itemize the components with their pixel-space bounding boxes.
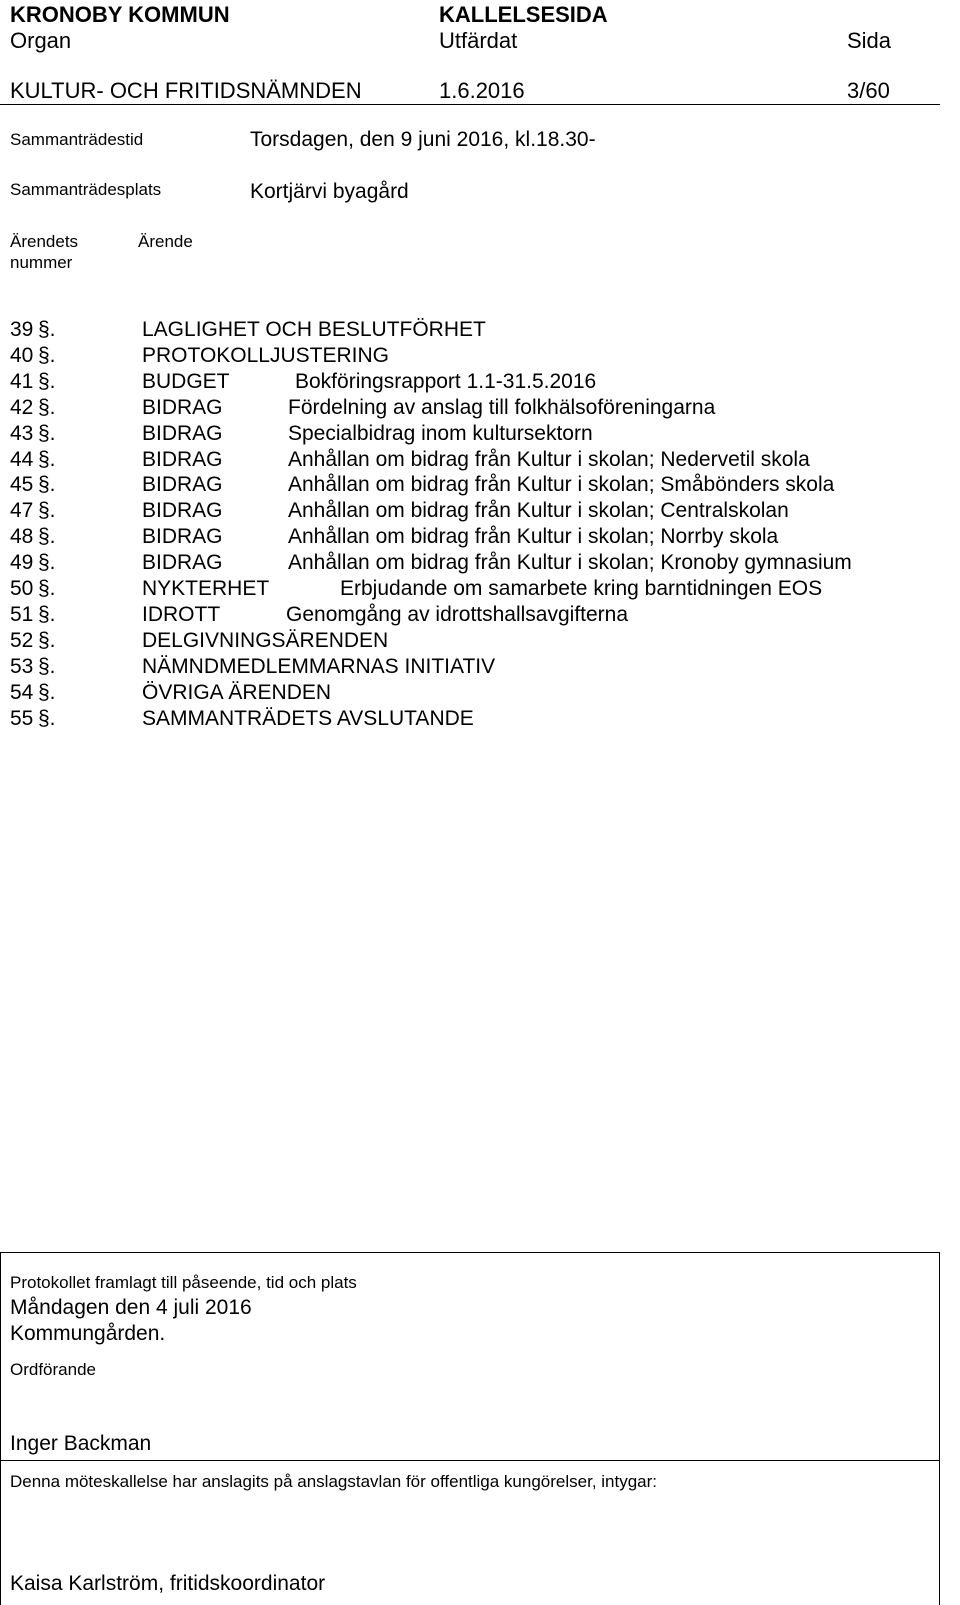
- agenda-item-number: 51: [10, 603, 34, 626]
- agenda-item-number: 55: [10, 707, 34, 730]
- footer-top-border: [0, 1252, 940, 1253]
- page-label: Sida: [847, 28, 892, 53]
- agenda-item-category: BIDRAG: [142, 422, 223, 445]
- issued-label: Utfärdat: [439, 28, 518, 53]
- chair-label: Ordförande: [10, 1360, 96, 1379]
- agenda-item-category: IDROTT: [142, 603, 221, 626]
- agenda-item-description: Erbjudande om samarbete kring barntidningen EOS: [340, 577, 823, 600]
- agenda-item-description: Anhållan om bidrag från Kultur i skolan; Kronoby gymnasium: [288, 551, 852, 574]
- section-sign-icon: §.: [38, 499, 56, 522]
- section-sign-icon: §.: [38, 681, 56, 704]
- footer-divider: [0, 1460, 940, 1461]
- agenda-item-category: NÄMNDMEDLEMMARNAS INITIATIV: [142, 655, 496, 678]
- organ-value: KULTUR- OCH FRITIDSNÄMNDEN: [10, 78, 362, 103]
- section-sign-icon: §.: [38, 629, 56, 652]
- agenda-item-category: BIDRAG: [142, 448, 223, 471]
- agenda-item-number: 40: [10, 344, 34, 367]
- matter-number-label: [10, 232, 78, 273]
- header-divider: [0, 104, 940, 105]
- agenda-item-number: 41: [10, 370, 34, 393]
- section-sign-icon: §.: [38, 318, 56, 341]
- agenda-item-category: BIDRAG: [142, 551, 223, 574]
- agenda-item-category: PROTOKOLLJUSTERING: [142, 344, 389, 367]
- meeting-place-value: Kortjärvi byagård: [250, 180, 409, 203]
- section-sign-icon: §.: [38, 707, 56, 730]
- meeting-time-label: Sammanträdestid: [10, 130, 144, 149]
- posted-date: Måndagen den 4 juli 2016: [10, 1296, 252, 1319]
- agenda-item-number: 52: [10, 629, 34, 652]
- agenda-item-description: Anhållan om bidrag från Kultur i skolan; Nedervetil skola: [288, 448, 810, 471]
- issued-value: 1.6.2016: [439, 78, 525, 103]
- agenda-item-category: BUDGET: [142, 370, 230, 393]
- agenda-item-number: 45: [10, 473, 34, 496]
- agenda-item-category: DELGIVNINGSÄRENDEN: [142, 629, 389, 652]
- agenda-item-description: Bokföringsrapport 1.1-31.5.2016: [295, 370, 597, 393]
- organ-label: Organ: [10, 28, 72, 53]
- agenda-item-number: 39: [10, 318, 34, 341]
- section-sign-icon: §.: [38, 370, 56, 393]
- agenda-item-description: Anhållan om bidrag från Kultur i skolan; Småbönders skola: [288, 473, 835, 496]
- section-sign-icon: §.: [38, 525, 56, 548]
- agenda-item-description: Specialbidrag inom kultursektorn: [288, 422, 593, 445]
- section-sign-icon: §.: [38, 422, 56, 445]
- agenda-item-number: 50: [10, 577, 34, 600]
- page-type-title: KALLELSESIDA: [439, 2, 608, 27]
- page-value: 3/60: [847, 78, 890, 103]
- matter-number-label-line2: nummer: [10, 253, 73, 272]
- meeting-time-value: Torsdagen, den 9 juni 2016, kl.18.30-: [250, 128, 596, 151]
- agenda-item-number: 48: [10, 525, 34, 548]
- agenda-item-number: 44: [10, 448, 34, 471]
- agenda-item-description: Fördelning av anslag till folkhälsoföreningarna: [288, 396, 716, 419]
- footer-left-border: [0, 1252, 1, 1605]
- meeting-place-label: Sammanträdesplats: [10, 180, 162, 199]
- section-sign-icon: §.: [38, 655, 56, 678]
- agenda-item-number: 54: [10, 681, 34, 704]
- section-sign-icon: §.: [38, 603, 56, 626]
- agenda-item-category: NYKTERHET: [142, 577, 270, 600]
- posted-place: Kommungården.: [10, 1322, 166, 1345]
- agenda-item-category: BIDRAG: [142, 525, 223, 548]
- notice-text: Denna möteskallelse har anslagits på anslagstavlan för offentliga kungörelser, intygar:: [10, 1472, 658, 1491]
- agenda-item-category: BIDRAG: [142, 499, 223, 522]
- agenda-item-number: 47: [10, 499, 34, 522]
- matter-number-label-line1: Ärendets: [10, 232, 79, 251]
- section-sign-icon: §.: [38, 577, 56, 600]
- posted-label: Protokollet framlagt till påseende, tid och plats: [10, 1273, 357, 1292]
- agenda-item-description: Anhållan om bidrag från Kultur i skolan; Norrby skola: [288, 525, 779, 548]
- certifier-name: Kaisa Karlström, fritidskoordinator: [10, 1572, 326, 1595]
- agenda-item-number: 42: [10, 396, 34, 419]
- footer-right-border: [939, 1252, 940, 1605]
- agenda-item-category: ÖVRIGA ÄRENDEN: [142, 681, 332, 704]
- agenda-item-number: 49: [10, 551, 34, 574]
- agenda-item-description: Genomgång av idrottshallsavgifterna: [286, 603, 629, 626]
- agenda-item-description: Anhållan om bidrag från Kultur i skolan; Centralskolan: [288, 499, 789, 522]
- section-sign-icon: §.: [38, 344, 56, 367]
- agenda-item-category: LAGLIGHET OCH BESLUTFÖRHET: [142, 318, 486, 341]
- matter-label: Ärende: [138, 232, 193, 251]
- agenda-item-number: 53: [10, 655, 34, 678]
- agenda-item-category: BIDRAG: [142, 473, 223, 496]
- agenda-item-category: BIDRAG: [142, 396, 223, 419]
- municipality-name: KRONOBY KOMMUN: [10, 2, 230, 27]
- agenda-item-category: SAMMANTRÄDETS AVSLUTANDE: [142, 707, 474, 730]
- chair-name: Inger Backman: [10, 1432, 152, 1455]
- section-sign-icon: §.: [38, 473, 56, 496]
- section-sign-icon: §.: [38, 448, 56, 471]
- agenda-item-number: 43: [10, 422, 34, 445]
- section-sign-icon: §.: [38, 396, 56, 419]
- section-sign-icon: §.: [38, 551, 56, 574]
